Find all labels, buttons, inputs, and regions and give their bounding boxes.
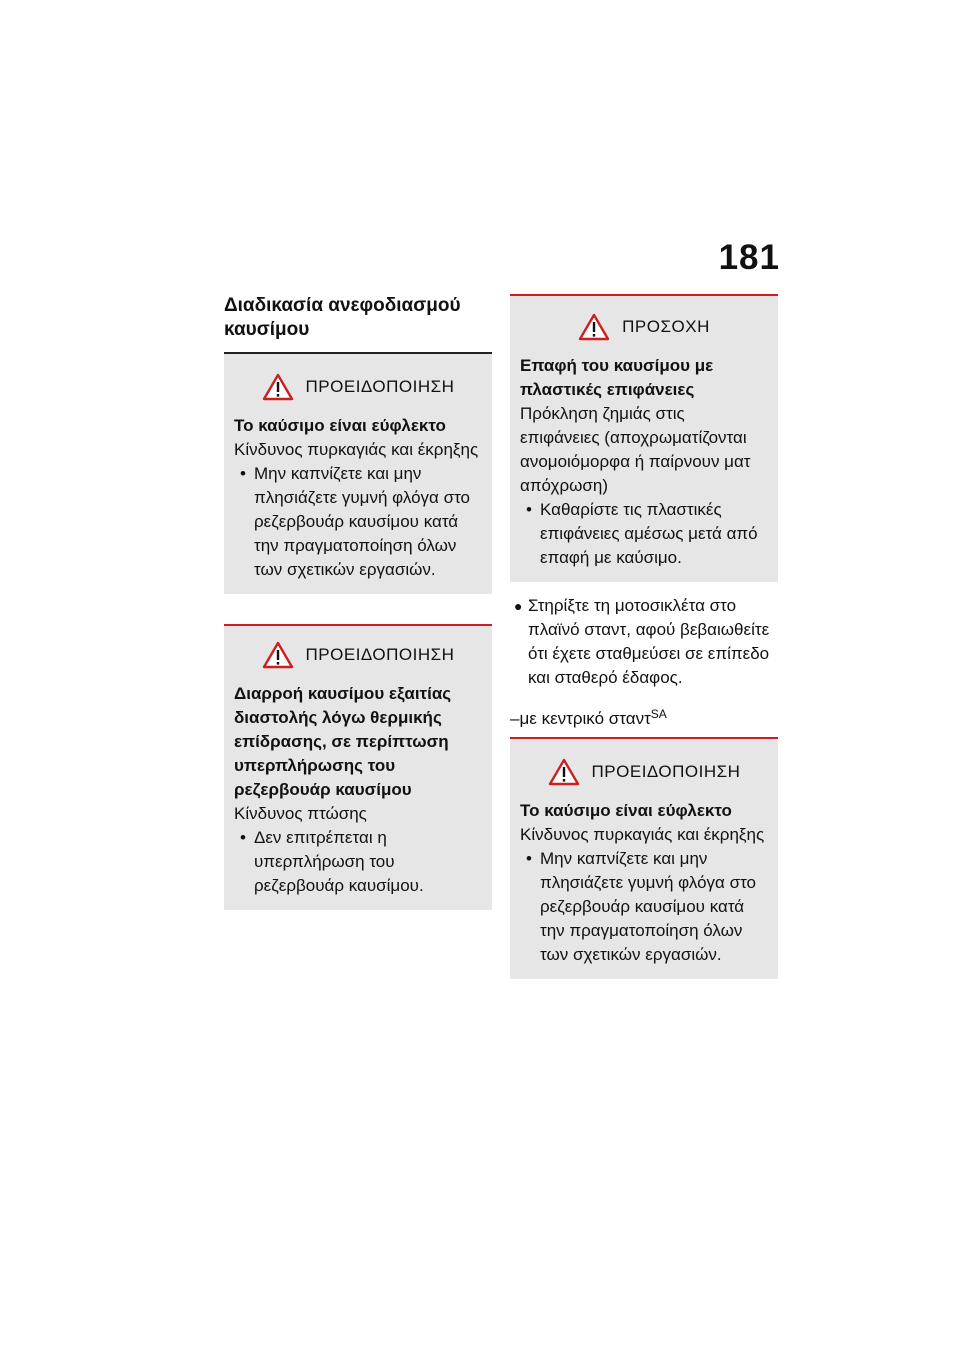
- left-column: [224, 290, 492, 910]
- step-item: [510, 594, 778, 690]
- warning-description: Κίνδυνος πυρκαγιάς και έκρηξης: [520, 825, 765, 844]
- caution-box-header: [520, 312, 768, 342]
- page-number: 181: [718, 238, 780, 277]
- warning-title: Διαρροή καυσίμου εξαιτίας διαστολής λόγω θερμικής επίδρασης, σε περίπτωση υπερπλήρωσης του ρεζερβουάρ καυσίμου: [234, 684, 452, 799]
- caution-description: Πρόκληση ζημιάς στις επιφάνειες (αποχρωματίζονται ανομοιόμορφα ή παίρνουν ματ απόχρωση): [520, 404, 751, 495]
- warning-bullet-text: Μην καπνίζετε και μην πλησιάζετε γυμνή φλόγα στο ρεζερβουάρ καυσίμου κατά την πραγματοποίηση όλων των σχετικών εργασιών.: [540, 849, 757, 964]
- caution-bullet: [520, 498, 768, 570]
- warning-box-1: [224, 354, 492, 594]
- step-result-text: με κεντρικό σταντ: [519, 709, 651, 728]
- warning-box-2: [224, 624, 492, 910]
- caution-label: ΠΡΟΣΟΧΗ: [622, 317, 710, 336]
- warning-box-1-header: [234, 372, 482, 402]
- bullet-dot-icon: •: [240, 464, 246, 483]
- warning-triangle-icon: [262, 373, 294, 401]
- section-title: [224, 294, 492, 342]
- warning-description: Κίνδυνος πτώσης: [234, 804, 367, 823]
- right-column: [510, 294, 778, 979]
- warning-bullet: [520, 847, 768, 967]
- warning-title: Το καύσιμο είναι εύφλεκτο: [234, 416, 446, 435]
- warning-description: Κίνδυνος πυρκαγιάς και έκρηξης: [234, 440, 479, 459]
- caution-box: [510, 294, 778, 582]
- bullet-dot-icon: •: [240, 828, 246, 847]
- warning-label: ΠΡΟΕΙΔΟΠΟΙΗΣΗ: [305, 377, 455, 396]
- bullet-dot-icon: •: [526, 849, 532, 868]
- step-result: –με κεντρικό σταντ$^{SA}$: [510, 707, 667, 728]
- warning-bullet: [234, 462, 482, 582]
- warning-label: ΠΡΟΕΙΔΟΠΟΙΗΣΗ: [591, 762, 741, 781]
- warning-triangle-icon: [548, 758, 580, 786]
- step-result-sup: SA: [650, 707, 667, 721]
- caution-bullet-text: Καθαρίστε τις πλαστικές επιφάνειες αμέσως μετά από επαφή με καύσιμο.: [540, 500, 758, 567]
- section-title-line-2: καυσίμου: [224, 319, 310, 340]
- bullet-dot-icon: •: [526, 500, 532, 519]
- warning-triangle-icon: [262, 641, 294, 669]
- warning-title: Το καύσιμο είναι εύφλεκτο: [520, 801, 732, 820]
- caution-title: Επαφή του καυσίμου με πλαστικές επιφάνειες: [520, 356, 714, 399]
- warning-bullet-text: Μην καπνίζετε και μην πλησιάζετε γυμνή φλόγα στο ρεζερβουάρ καυσίμου κατά την πραγματοποίηση όλων των σχετικών εργασιών.: [254, 464, 471, 579]
- warning-label: ΠΡΟΕΙΔΟΠΟΙΗΣΗ: [305, 645, 455, 664]
- step-text: Στηρίξτε τη μοτοσικλέτα στο πλαϊνό σταντ, αφού βεβαιωθείτε ότι έχετε σταθμεύσει σε επίπεδο και σταθερό έδαφος.: [528, 596, 770, 687]
- warning-box-2-header: [234, 640, 482, 670]
- step-bullet-icon: ●: [514, 598, 523, 614]
- warning-bullet: [234, 826, 482, 898]
- warning-box-3: [510, 739, 778, 979]
- warning-box-3-header: [520, 757, 768, 787]
- warning-bullet-text: Δεν επιτρέπεται η υπερπλήρωση του ρεζερβουάρ καυσίμου.: [254, 828, 424, 895]
- warning-triangle-icon: [578, 313, 610, 341]
- section-title-line-1: Διαδικασία ανεφοδιασμού: [224, 295, 461, 316]
